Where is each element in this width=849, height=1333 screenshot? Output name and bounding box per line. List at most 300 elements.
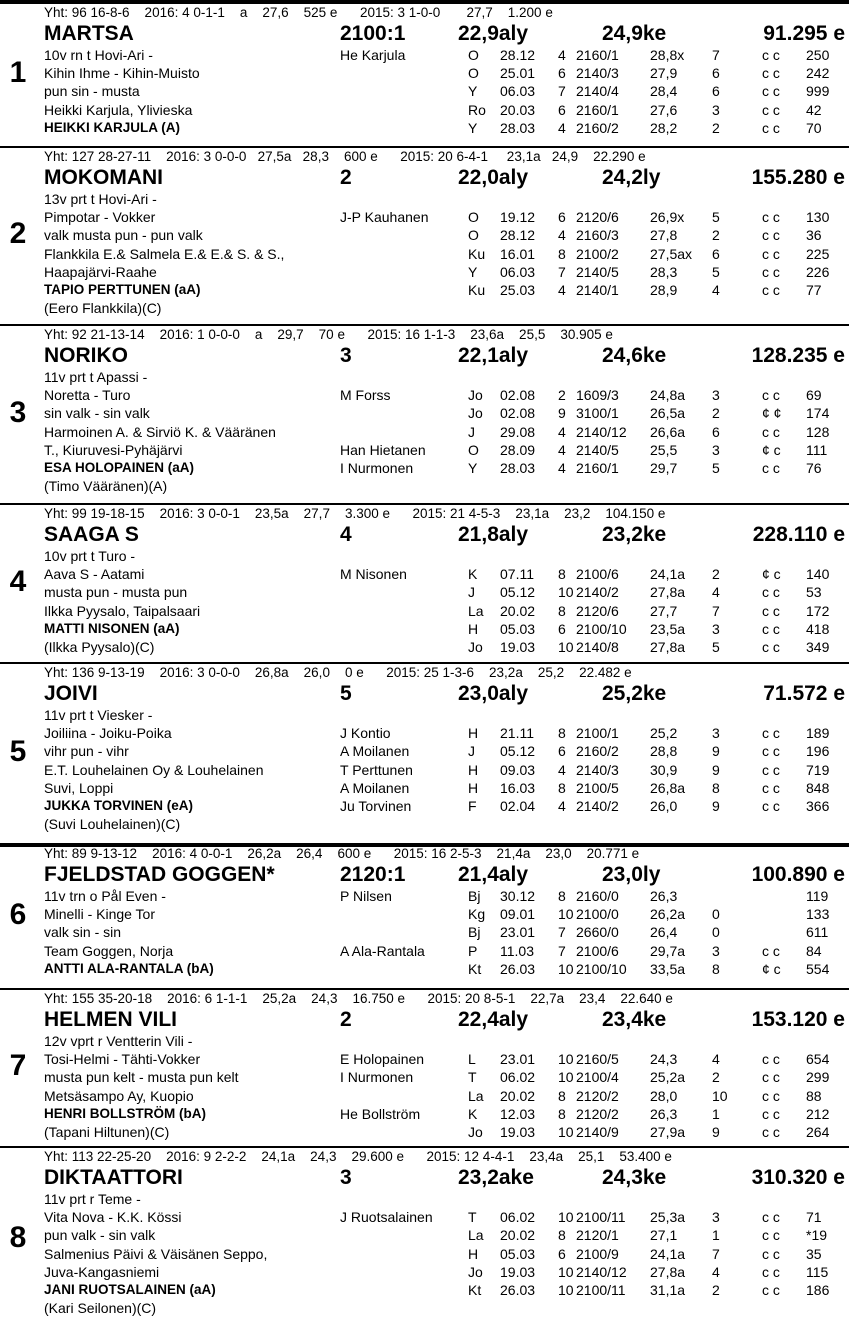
start-km-time: 26,6a (650, 423, 686, 440)
start-odds: 250 (806, 47, 830, 63)
race-distance: 2120:1 (340, 863, 406, 886)
start-race-number: 10 (558, 1282, 574, 1298)
start-placing: 4 (712, 584, 720, 601)
start-odds: 53 (806, 584, 822, 601)
start-odds: 130 (806, 209, 830, 226)
horse-info-line: valk sin - sin (44, 924, 122, 941)
record-volt: 23,2ke (602, 523, 667, 546)
start-placing: 9 (712, 743, 720, 760)
start-placing: 7 (712, 602, 720, 619)
career-stats: Yht: 127 28-27-11 2016: 3 0-0-0 27,5a 28,3 600 e 2015: 20 6-4-1 23,1a 24,9 22.290 e (44, 149, 646, 164)
start-number: 3 (9, 396, 27, 429)
start-km-time: 25,2a (650, 1069, 686, 1086)
start-odds: 71 (806, 1209, 822, 1226)
horse-info-line: Tosi-Helmi - Tähti-Vokker (44, 1051, 201, 1068)
start-distance-position: 3100/1 (576, 405, 619, 422)
record-auto: 22,1aly (458, 344, 529, 367)
start-date: 05.03 (500, 620, 536, 637)
start-distance-position: 2100/6 (576, 942, 619, 959)
start-race-number: 10 (558, 906, 574, 923)
start-distance-position: 2100/4 (576, 1069, 619, 1086)
start-date: 29.08 (500, 423, 536, 440)
owner-name: (Eero Flankkila)(C) (44, 300, 162, 317)
start-placing: 4 (712, 1263, 720, 1280)
start-date: 28.09 (500, 441, 536, 458)
horse-name: JOIVI (44, 682, 98, 705)
start-km-time: 27,6 (650, 101, 678, 118)
start-track: Jo (468, 1263, 483, 1280)
start-km-time: 25,2 (650, 725, 678, 742)
record-volt: 24,6ke (602, 344, 667, 367)
horse-name: SAAGA S (44, 523, 139, 546)
start-odds: 42 (806, 101, 822, 118)
start-date: 26.03 (500, 1282, 536, 1298)
start-track: J (468, 743, 475, 760)
career-stats: Yht: 136 9-13-19 2016: 3 0-0-0 26,8a 26,0 0 e 2015: 25 1-3-6 23,2a 25,2 22.482 e (44, 665, 632, 680)
driver-name: JANI RUOTSALAINEN (aA) (44, 1282, 216, 1297)
driver-name: MATTI NISONEN (aA) (44, 620, 180, 636)
start-track: Ro (468, 101, 486, 118)
start-placing: 4 (712, 282, 720, 298)
start-distance-position: 2140/5 (576, 263, 619, 280)
horse-info-line: musta pun - musta pun (44, 584, 188, 601)
horse-info-line: Noretta - Turo (44, 387, 131, 404)
start-odds: 77 (806, 282, 822, 298)
horse-info-line: Salmenius Päivi & Väisänen Seppo, (44, 1245, 268, 1262)
start-race-number: 8 (558, 602, 566, 619)
start-race-number: 6 (558, 209, 566, 226)
start-race-number: 10 (558, 1263, 574, 1280)
start-placing: 3 (712, 942, 720, 959)
driver-name: HENRI BOLLSTRÖM (bA) (44, 1105, 206, 1121)
start-race-number: 10 (558, 1124, 574, 1140)
start-distance-position: 2100/11 (576, 1282, 626, 1298)
trainer-name: A Moilanen (340, 779, 410, 796)
start-km-time: 29,7 (650, 460, 678, 476)
start-number: 8 (9, 1221, 27, 1254)
start-odds: 128 (806, 423, 830, 440)
start-km-time: 24,1a (650, 1245, 686, 1262)
start-number: 6 (9, 898, 27, 931)
horse-info-line: Flankkila E.& Salmela E.& E.& S. & S., (44, 245, 285, 262)
start-race-number: 7 (558, 942, 566, 959)
start-placing: 6 (712, 65, 720, 82)
start-race-number: 4 (558, 761, 566, 778)
start-track: O (468, 227, 479, 244)
start-race-number: 4 (558, 423, 566, 440)
start-shoeing: c c (762, 65, 780, 82)
record-auto: 22,9aly (458, 22, 529, 45)
start-km-time: 29,7a (650, 942, 686, 959)
start-km-time: 23,5a (650, 620, 686, 637)
start-distance-position: 2160/5 (576, 1051, 619, 1068)
race-distance: 4 (340, 523, 352, 546)
start-placing: 8 (712, 960, 720, 977)
start-race-number: 8 (558, 566, 566, 583)
start-km-time: 26,8a (650, 779, 686, 796)
owner-name: (Suvi Louhelainen)(C) (44, 816, 181, 833)
start-odds: 76 (806, 460, 822, 476)
start-track: J (468, 423, 475, 440)
start-shoeing: c c (762, 1124, 780, 1140)
trainer-name: T Perttunen (340, 761, 413, 778)
start-date: 09.03 (500, 761, 536, 778)
owner-name: (Timo Vääränen)(A) (44, 478, 168, 495)
start-distance-position: 2140/12 (576, 423, 627, 440)
trainer-name: A Ala-Rantala (340, 942, 425, 959)
trainer-name: E Holopainen (340, 1051, 425, 1068)
record-volt: 24,9ke (602, 22, 667, 45)
horse-info-line: Minelli - Kinge Tor (44, 906, 156, 923)
start-km-time: 28,2 (650, 119, 678, 136)
start-track: Jo (468, 639, 483, 655)
start-distance-position: 2100/11 (576, 1209, 626, 1226)
start-date: 26.03 (500, 960, 536, 977)
start-race-number: 6 (558, 1245, 566, 1262)
total-earnings: 228.110 e (752, 523, 845, 546)
start-placing: 3 (712, 1209, 720, 1226)
start-km-time: 24,3 (650, 1051, 678, 1068)
horse-info-line: 13v prt t Hovi-Ari - (44, 191, 157, 207)
start-odds: 174 (806, 405, 830, 422)
start-odds: 226 (806, 263, 830, 280)
start-placing: 6 (712, 83, 720, 100)
start-distance-position: 2140/5 (576, 441, 619, 458)
start-race-number: 6 (558, 101, 566, 118)
start-number: 1 (9, 56, 27, 89)
start-race-number: 4 (558, 282, 566, 298)
start-km-time: 28,3 (650, 263, 678, 280)
start-shoeing: c c (762, 227, 780, 244)
start-placing: 2 (712, 119, 720, 136)
start-placing: 7 (712, 47, 720, 63)
horse-entry (0, 990, 849, 1148)
start-track: La (468, 602, 484, 619)
horse-entry (0, 664, 849, 845)
start-km-time: 26,9x (650, 209, 685, 226)
start-race-number: 4 (558, 47, 566, 63)
start-placing: 2 (712, 405, 720, 422)
start-placing: 5 (712, 209, 720, 226)
start-placing: 3 (712, 441, 720, 458)
start-placing: 4 (712, 1051, 720, 1068)
start-placing: 2 (712, 1282, 720, 1298)
start-distance-position: 2660/0 (576, 924, 619, 941)
start-shoeing: c c (762, 761, 780, 778)
start-odds: 848 (806, 779, 830, 796)
driver-name: ESA HOLOPAINEN (aA) (44, 460, 195, 475)
record-auto: 21,8aly (458, 523, 529, 546)
start-odds: 133 (806, 906, 830, 923)
start-race-number: 8 (558, 779, 566, 796)
start-distance-position: 2160/3 (576, 227, 619, 244)
start-km-time: 27,8a (650, 584, 686, 601)
start-placing: 3 (712, 387, 720, 404)
horse-info-line: Juva-Kangasniemi (44, 1263, 160, 1280)
start-km-time: 25,5 (650, 441, 678, 458)
start-shoeing: c c (762, 798, 780, 814)
start-distance-position: 2160/2 (576, 119, 619, 136)
record-volt: 24,3ke (602, 1166, 667, 1189)
horse-name: NORIKO (44, 344, 128, 367)
race-distance: 2100:1 (340, 22, 406, 45)
start-distance-position: 1609/3 (576, 387, 619, 404)
start-shoeing: c c (762, 942, 780, 959)
start-date: 20.02 (500, 1087, 536, 1104)
start-distance-position: 2100/5 (576, 779, 619, 796)
start-km-time: 31,1a (650, 1282, 686, 1298)
start-distance-position: 2100/10 (576, 620, 627, 637)
start-km-time: 27,8a (650, 1263, 686, 1280)
trainer-name: I Nurmonen (340, 460, 414, 476)
start-date: 06.03 (500, 263, 536, 280)
record-volt: 25,2ke (602, 682, 667, 705)
start-date: 06.02 (500, 1209, 536, 1226)
start-shoeing: c c (762, 119, 780, 136)
start-date: 25.01 (500, 65, 536, 82)
start-shoeing: c c (762, 1209, 780, 1226)
start-odds: 111 (806, 441, 828, 458)
start-track: H (468, 620, 479, 637)
start-shoeing: c c (762, 1245, 780, 1262)
start-track: Kg (468, 906, 486, 923)
horse-name: MARTSA (44, 22, 134, 45)
total-earnings: 91.295 e (763, 22, 845, 45)
start-track: Ku (468, 282, 486, 298)
start-date: 16.01 (500, 245, 536, 262)
start-distance-position: 2140/3 (576, 761, 619, 778)
start-odds: 36 (806, 227, 822, 244)
horse-info-line: Vita Nova - K.K. Kössi (44, 1209, 182, 1226)
start-race-number: 4 (558, 227, 566, 244)
career-stats: Yht: 89 9-13-12 2016: 4 0-0-1 26,2a 26,4 600 e 2015: 16 2-5-3 21,4a 23,0 20.771 e (44, 846, 640, 861)
start-track: H (468, 1245, 479, 1262)
start-distance-position: 2100/0 (576, 906, 619, 923)
start-placing: 9 (712, 798, 720, 814)
trainer-name: Ju Torvinen (340, 798, 412, 814)
start-placing: 10 (712, 1087, 728, 1104)
start-shoeing: c c (762, 101, 780, 118)
start-shoeing: c c (762, 1105, 780, 1122)
start-km-time: 28,4 (650, 83, 678, 100)
start-shoeing: c c (762, 387, 780, 404)
horse-info-line: 10v rn t Hovi-Ari - (44, 47, 153, 63)
start-odds: 611 (806, 924, 829, 941)
start-date: 28.12 (500, 47, 536, 63)
horse-info-line: Kihin Ihme - Kihin-Muisto (44, 65, 200, 82)
start-track: O (468, 65, 479, 82)
start-track: H (468, 725, 479, 742)
horse-info-line: Pimpotar - Vokker (44, 209, 156, 226)
start-track: Ku (468, 245, 486, 262)
start-track: K (468, 566, 478, 583)
start-track: Kt (468, 1282, 482, 1298)
horse-name: DIKTAATTORI (44, 1166, 183, 1189)
start-shoeing: c c (762, 83, 780, 100)
start-date: 09.01 (500, 906, 536, 923)
start-odds: 212 (806, 1105, 830, 1122)
start-km-time: 26,3 (650, 888, 678, 904)
start-odds: 70 (806, 119, 822, 136)
start-date: 06.03 (500, 83, 536, 100)
career-stats: Yht: 92 21-13-14 2016: 1 0-0-0 a 29,7 70 e 2015: 16 1-1-3 23,6a 25,5 30.905 e (44, 327, 613, 342)
start-race-number: 10 (558, 960, 574, 977)
start-date: 23.01 (500, 1051, 536, 1068)
trainer-name: P Nilsen (340, 888, 392, 904)
start-placing: 8 (712, 779, 720, 796)
start-date: 20.02 (500, 602, 536, 619)
career-stats: Yht: 99 19-18-15 2016: 3 0-0-1 23,5a 27,7 3.300 e 2015: 21 4-5-3 23,1a 23,2 104.150 e (44, 506, 666, 521)
start-km-time: 26,3 (650, 1105, 678, 1122)
start-distance-position: 2140/9 (576, 1124, 619, 1140)
start-track: H (468, 761, 479, 778)
start-track: Bj (468, 888, 481, 904)
start-shoeing: ¢ c (762, 960, 781, 977)
trainer-name: J Ruotsalainen (340, 1209, 433, 1226)
start-km-time: 28,9 (650, 282, 678, 298)
start-track: Bj (468, 924, 481, 941)
horse-info-line: Haapajärvi-Raahe (44, 263, 157, 280)
start-race-number: 4 (558, 460, 566, 476)
start-race-number: 9 (558, 405, 566, 422)
start-distance-position: 2140/3 (576, 65, 619, 82)
driver-name: JUKKA TORVINEN (eA) (44, 798, 194, 813)
start-shoeing: c c (762, 584, 780, 601)
start-km-time: 28,8x (650, 47, 685, 63)
start-race-number: 10 (558, 584, 574, 601)
start-odds: 225 (806, 245, 830, 262)
start-date: 19.03 (500, 639, 536, 655)
start-date: 30.12 (500, 888, 536, 904)
start-km-time: 27,9a (650, 1124, 686, 1140)
start-shoeing: c c (762, 47, 780, 63)
start-shoeing: c c (762, 1087, 780, 1104)
start-date: 23.01 (500, 924, 536, 941)
start-km-time: 27,7 (650, 602, 678, 619)
start-odds: 299 (806, 1069, 830, 1086)
start-date: 05.12 (500, 584, 536, 601)
start-race-number: 6 (558, 65, 566, 82)
start-date: 20.02 (500, 1227, 536, 1244)
horse-info-line: Team Goggen, Norja (44, 942, 174, 959)
start-race-number: 4 (558, 119, 566, 136)
start-km-time: 24,8a (650, 387, 686, 404)
start-odds: 349 (806, 639, 830, 655)
start-distance-position: 2140/1 (576, 282, 619, 298)
start-track: L (468, 1051, 476, 1068)
start-distance-position: 2120/6 (576, 209, 619, 226)
start-shoeing: c c (762, 282, 780, 298)
start-shoeing: c c (762, 460, 780, 476)
start-race-number: 8 (558, 245, 566, 262)
start-odds: 172 (806, 602, 830, 619)
race-distance: 2 (340, 166, 352, 189)
start-track: Jo (468, 387, 483, 404)
start-placing: 3 (712, 725, 720, 742)
start-race-number: 4 (558, 798, 566, 814)
start-date: 11.03 (500, 942, 534, 959)
start-date: 19.12 (500, 209, 536, 226)
horse-entry (0, 845, 849, 990)
start-date: 05.12 (500, 743, 536, 760)
race-distance: 3 (340, 1166, 352, 1189)
start-distance-position: 2120/1 (576, 1227, 619, 1244)
start-shoeing: c c (762, 245, 780, 262)
start-track: Y (468, 460, 478, 476)
start-placing: 5 (712, 639, 720, 655)
start-km-time: 27,9 (650, 65, 678, 82)
start-race-number: 10 (558, 1069, 574, 1086)
start-odds: 115 (806, 1263, 829, 1280)
start-date: 21.11 (500, 725, 534, 742)
start-race-number: 6 (558, 743, 566, 760)
horse-info-line: musta pun kelt - musta pun kelt (44, 1069, 239, 1086)
start-distance-position: 2160/1 (576, 101, 619, 118)
horse-info-line: Joiliina - Joiku-Poika (44, 725, 172, 742)
start-odds: 264 (806, 1124, 830, 1140)
start-number: 7 (9, 1049, 27, 1082)
start-distance-position: 2160/0 (576, 888, 619, 904)
start-km-time: 25,3a (650, 1209, 686, 1226)
horse-info-line: Aava S - Aatami (44, 566, 145, 583)
start-distance-position: 2160/1 (576, 460, 619, 476)
start-date: 02.04 (500, 798, 536, 814)
start-odds: *19 (806, 1227, 828, 1244)
record-auto: 23,2ake (458, 1166, 534, 1189)
record-auto: 22,0aly (458, 166, 529, 189)
start-track: J (468, 584, 475, 601)
start-track: K (468, 1105, 478, 1122)
start-race-number: 8 (558, 1087, 566, 1104)
start-distance-position: 2120/6 (576, 602, 619, 619)
start-placing: 1 (712, 1227, 720, 1244)
start-distance-position: 2100/6 (576, 566, 619, 583)
start-track: La (468, 1227, 484, 1244)
horse-info-line: E.T. Louhelainen Oy & Louhelainen (44, 761, 264, 778)
horse-info-line: vihr pun - vihr (44, 743, 129, 760)
start-placing: 3 (712, 620, 720, 637)
start-shoeing: c c (762, 743, 780, 760)
horse-name: FJELDSTAD GOGGEN* (44, 863, 275, 886)
total-earnings: 310.320 e (751, 1166, 845, 1189)
start-track: T (468, 1209, 477, 1226)
race-distance: 3 (340, 344, 352, 367)
start-odds: 186 (806, 1282, 830, 1298)
start-distance-position: 2140/4 (576, 83, 619, 100)
horse-info-line: 11v trn o Pål Even - (44, 888, 166, 904)
start-placing: 2 (712, 1069, 720, 1086)
start-distance-position: 2100/1 (576, 725, 619, 742)
start-km-time: 28,0 (650, 1087, 678, 1104)
start-shoeing: c c (762, 1069, 780, 1086)
start-km-time: 28,8 (650, 743, 678, 760)
trainer-name: He Bollström (340, 1105, 421, 1122)
start-track: Jo (468, 1124, 483, 1140)
trainer-name: He Karjula (340, 47, 406, 63)
start-placing: 3 (712, 101, 720, 118)
start-date: 28.12 (500, 227, 536, 244)
start-race-number: 7 (558, 924, 566, 941)
start-placing: 0 (712, 906, 720, 923)
start-km-time: 27,8 (650, 227, 678, 244)
start-odds: 654 (806, 1051, 830, 1068)
start-odds: 84 (806, 942, 822, 959)
start-shoeing: c c (762, 725, 780, 742)
start-shoeing: c c (762, 263, 780, 280)
horse-info-line: 12v vprt r Ventterin Vili - (44, 1033, 193, 1049)
start-shoeing: c c (762, 209, 780, 226)
horse-info-line: Harmoinen A. & Sirviö K. & Vääränen (44, 423, 276, 440)
